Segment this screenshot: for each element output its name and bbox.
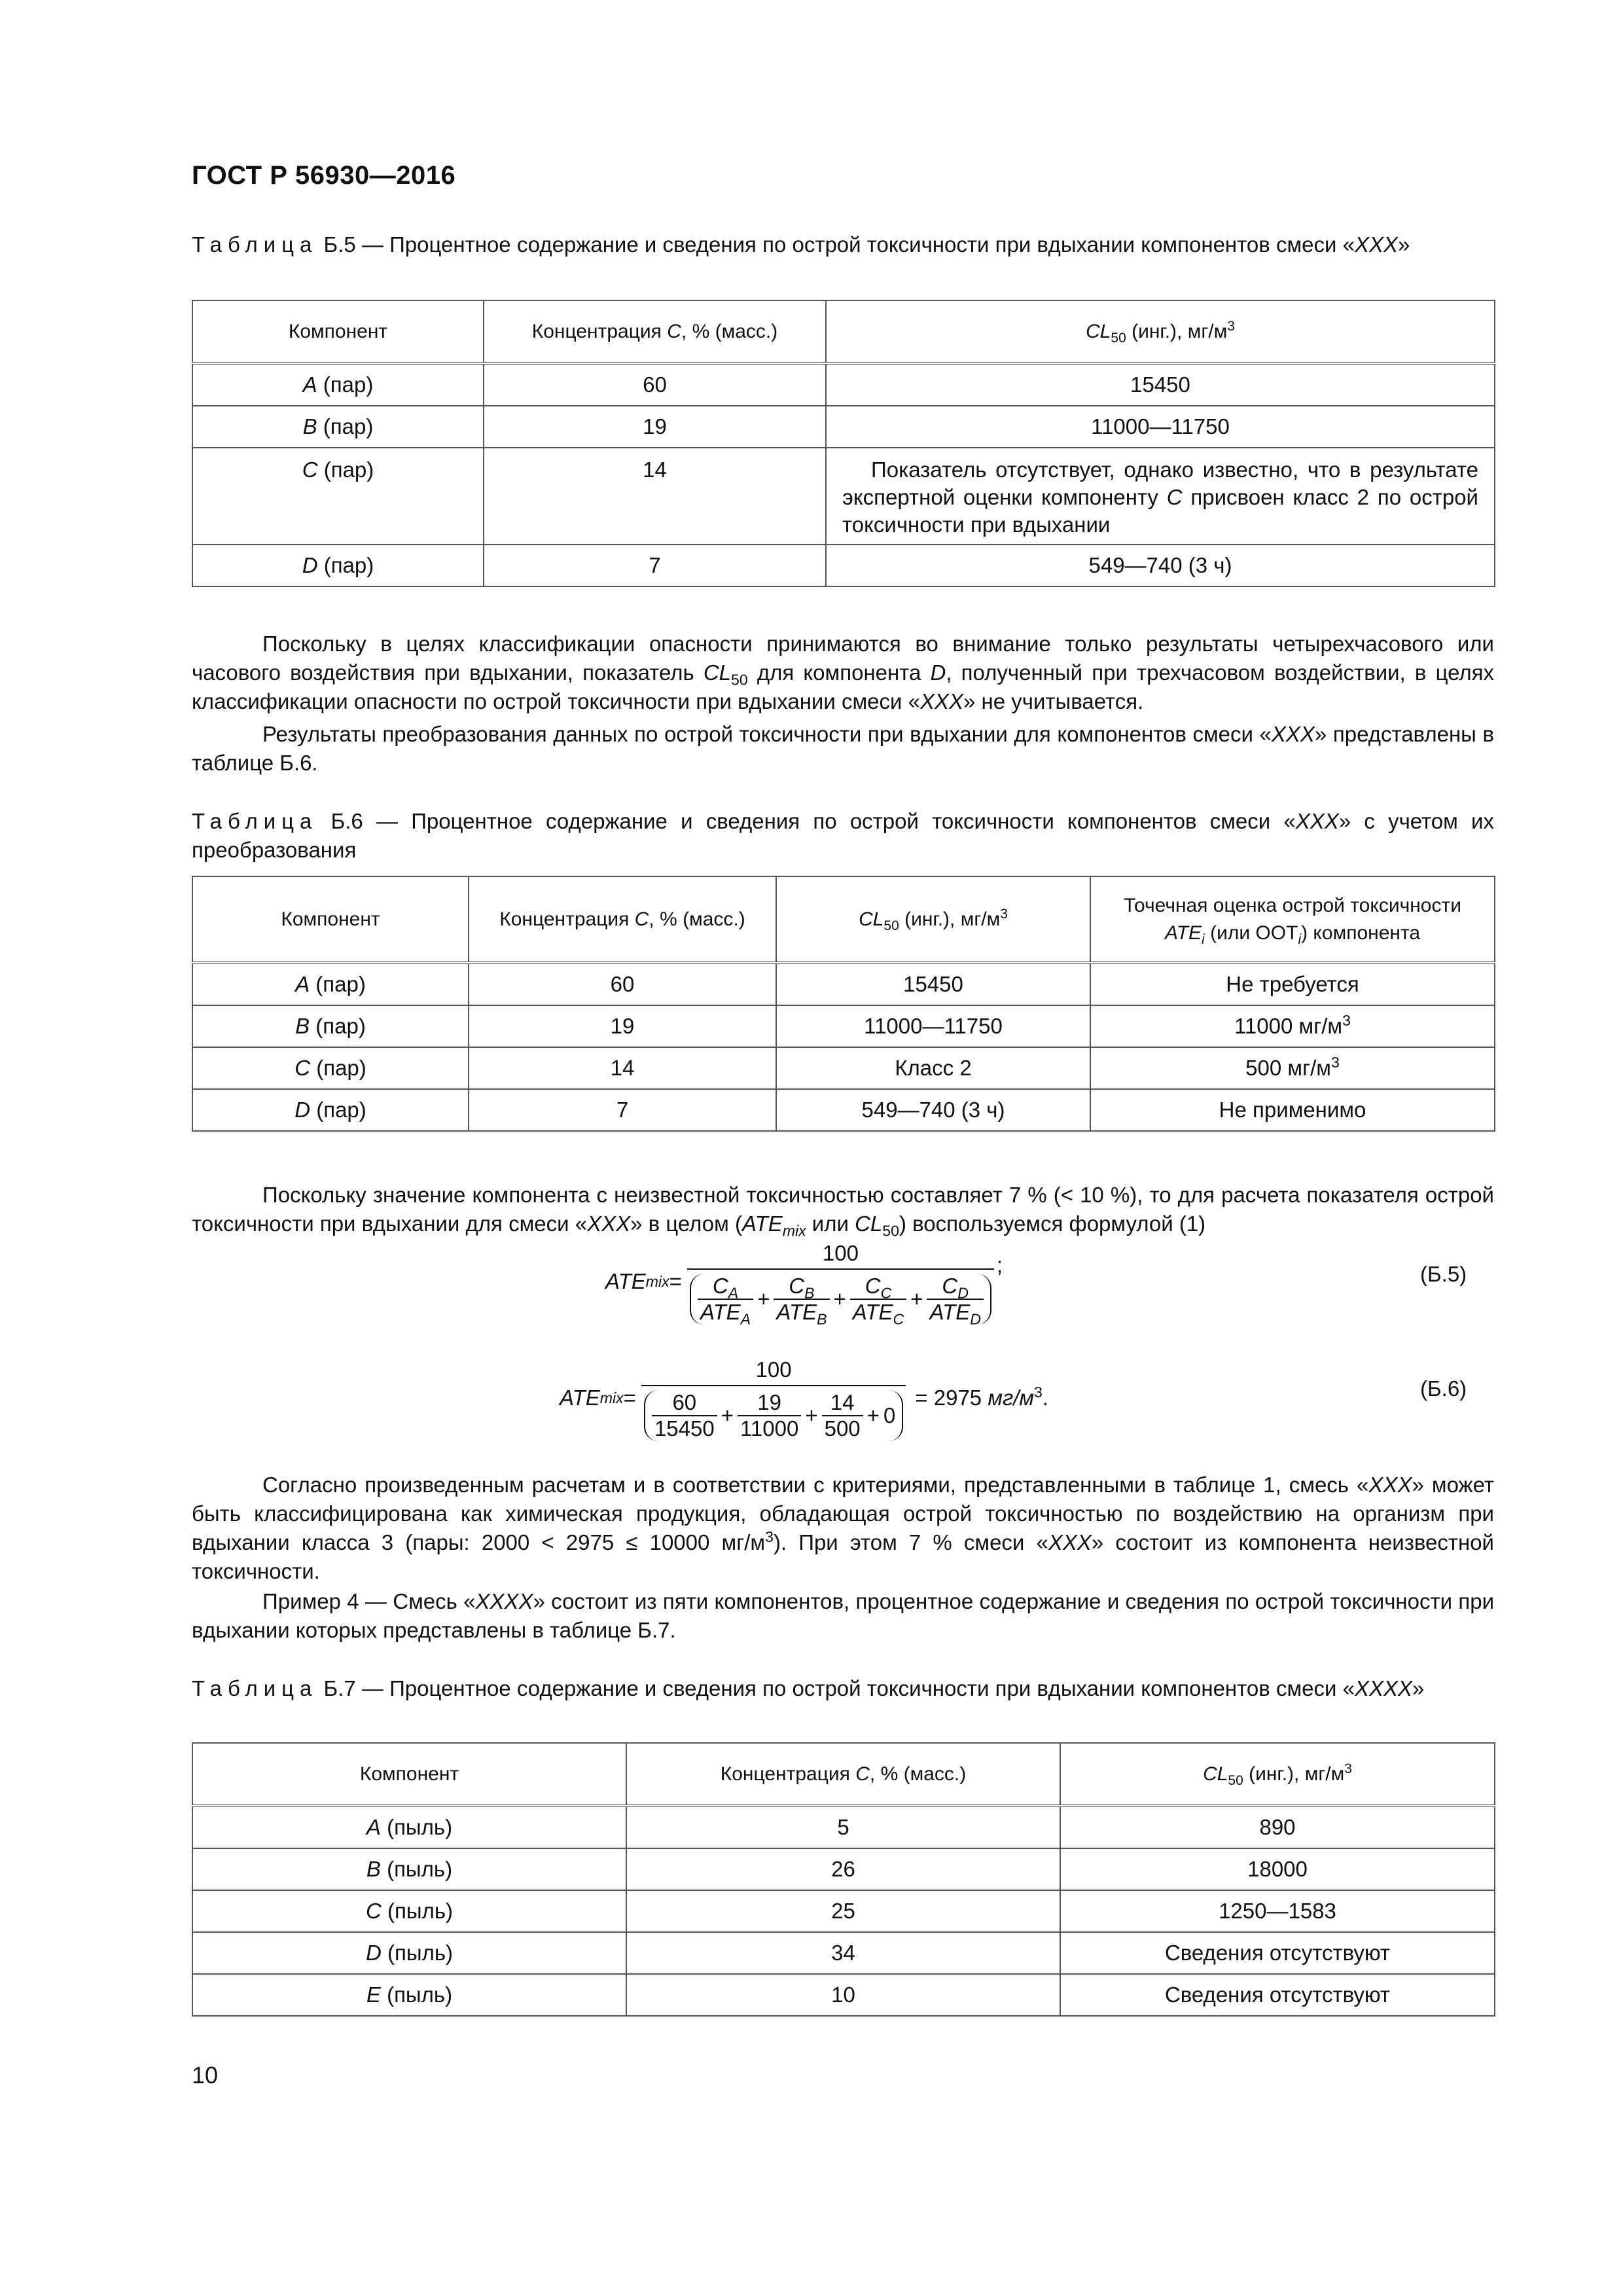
term-a: $\frac{60}{15450}$ [652, 1390, 717, 1441]
table-row [192, 1005, 1495, 1047]
ate-cell: Не требуется [1090, 963, 1495, 1005]
table-b6-caption: Таблица Б.6 — Процентное содержание и сведения по острой токсичности компонентов смеси «ХХХ» с учетом их преобразования [192, 809, 1494, 862]
table-b5 [192, 300, 1495, 587]
cl50-cell: Сведения отсутствуют [1060, 1932, 1495, 1974]
mix-name: ХХХ [1354, 232, 1398, 257]
component-cell: D (пыль) [192, 1932, 626, 1974]
table-row [192, 545, 1495, 586]
denominator-sum: $\frac{C_A}{ATE_A}$ + $\frac{C_B}{ATE_B}$ + $\frac{C_C}{ATE_C}$ + $\frac{C_D}{ATE_D}$ [690, 1274, 991, 1325]
component-cell: B (пар) [192, 406, 484, 448]
table-row [192, 1047, 1495, 1089]
caption-text: Б.5 — Процентное содержание и сведения по острой токсичности при вдыхании компонентов смеси « [317, 232, 1355, 257]
formula-b6: ATE mix = 100 $\frac{60}{15450}$ + $\frac{19}{11000}$ + $\frac{14}{500}$ + 0 = 2975 $мг/м^3$. [560, 1355, 1048, 1441]
component-cell: C (пыль) [192, 1890, 626, 1932]
table-row [192, 1848, 1495, 1890]
cl50-cell: 890 [1060, 1806, 1495, 1848]
component-cell: D (пар) [192, 1089, 469, 1131]
table-row [192, 1089, 1495, 1131]
table-row [192, 1974, 1495, 2016]
denominator-sum: $\frac{60}{15450}$ + $\frac{19}{11000}$ + $\frac{14}{500}$ + 0 [644, 1390, 903, 1441]
cl50-cell: Показатель отсутствует, однако известно, что в результате экспертной оценки компоненту C присвоен класс 2 по острой токсичности при вдыхании [826, 448, 1495, 545]
main-fraction: 100 $\frac{60}{15450}$ + $\frac{19}{11000}$ + $\frac{14}{500}$ + 0 [641, 1355, 906, 1441]
table-row [192, 406, 1495, 448]
header-component: Компонент [192, 1743, 626, 1806]
concentration-cell: 34 [626, 1932, 1060, 1974]
component-cell: E (пыль) [192, 1974, 626, 2016]
formula-b6-number: (Б.6) [1420, 1376, 1467, 1401]
caption-end: » [1398, 232, 1410, 257]
table-row [192, 363, 1495, 406]
header-component: Компонент [192, 300, 484, 363]
component-cell: C (пар) [192, 448, 484, 545]
cl50-cell: 549—740 (3 ч) [776, 1089, 1090, 1131]
concentration-cell: 19 [484, 406, 826, 448]
cl50-cell: Сведения отсутствуют [1060, 1974, 1495, 2016]
term-d: $\frac{C_D}{ATE_D}$ [927, 1274, 983, 1325]
table-row [192, 1890, 1495, 1932]
term-b: $\frac{19}{11000}$ [738, 1390, 801, 1441]
concentration-cell: 7 [484, 545, 826, 586]
cl50-cell: 15450 [826, 363, 1495, 406]
header-concentration: Концентрация C, % (масс.) [484, 300, 826, 363]
paragraph-classification-note: Поскольку в целях классификации опасности принимаются во внимание только результаты четырехчасового или часового воздействия при вдыхании, показатель $CL_{50}$ для компонента D, полученный при трехчасовом воздействии, в целях классификации опасности по острой токсичности при вдыхании смеси «ХХХ» не учитывается. [192, 632, 1495, 713]
formula-b5: ATE mix = 100 $\frac{C_A}{ATE_A}$ + $\frac{C_B}{ATE_B}$ + $\frac{C_C}{ATE_C}$ + $\frac{C_D}{ATE_D}$ ; [605, 1238, 1003, 1325]
term-c: $\frac{C_C}{ATE_C}$ [850, 1274, 906, 1325]
concentration-cell: 7 [469, 1089, 776, 1131]
concentration-cell: 26 [626, 1848, 1060, 1890]
component-cell: B (пыль) [192, 1848, 626, 1890]
cl50-cell: Класс 2 [776, 1047, 1090, 1089]
paragraph-classification-result: Согласно произведенным расчетам и в соответствии с критериями, представленными в таблице 1, смесь «ХХХ» может быть классифицирована как химическая продукция, обладающая острой токсичностью по воздействию на организм при вдыхании класса 3 (пары: 2000 < 2975 ≤ 10000 $мг/м^3$). При этом 7 % смеси «ХХХ» состоит из компонента неизвестной токсичности. [192, 1473, 1494, 1583]
cl50-cell: 11000—11750 [776, 1005, 1090, 1047]
concentration-cell: 14 [469, 1047, 776, 1089]
concentration-cell: 19 [469, 1005, 776, 1047]
term-zero: 0 [883, 1403, 896, 1427]
table-b5-caption [192, 230, 1494, 259]
formula-lhs: ATE [605, 1269, 646, 1293]
concentration-cell: 60 [469, 963, 776, 1005]
concentration-cell: 10 [626, 1974, 1060, 2016]
table-row [192, 448, 1495, 545]
table-row [192, 1932, 1495, 1974]
concentration-cell: 5 [626, 1806, 1060, 1848]
ate-cell: Не применимо [1090, 1089, 1495, 1131]
term-b: $\frac{C_B}{ATE_B}$ [774, 1274, 829, 1325]
component-cell: B (пар) [192, 1005, 469, 1047]
header-concentration: Концентрация C, % (масс.) [469, 876, 776, 963]
concentration-cell: 14 [484, 448, 826, 545]
cl50-cell: 11000—11750 [826, 406, 1495, 448]
component-cell: A (пар) [192, 363, 484, 406]
table-row [192, 1806, 1495, 1848]
paragraph-conversion-results: Результаты преобразования данных по острой токсичности при вдыхании для компонентов смеси «ХХХ» представлены в таблице Б.6. [192, 722, 1495, 775]
ate-cell: 500 $мг/м^3$ [1090, 1047, 1495, 1089]
header-concentration: Концентрация C, % (масс.) [626, 1743, 1060, 1806]
formula-result: = 2975 $мг/м^3$. [915, 1384, 1049, 1410]
cl50-cell: 15450 [776, 963, 1090, 1005]
table-b6 [192, 876, 1495, 1132]
header-cl50: $CL_{50}$ (инг.), $мг/м^3$ [776, 876, 1090, 963]
header-ate-point-estimate: Точечная оценка острой токсичности $ATE_i$ (или $ООТ_i$) компонента [1090, 876, 1495, 963]
caption-lead: Таблица [192, 232, 318, 257]
component-cell: A (пар) [192, 963, 469, 1005]
cl50-cell: 1250—1583 [1060, 1890, 1495, 1932]
concentration-cell: 60 [484, 363, 826, 406]
term-a: $\frac{C_A}{ATE_A}$ [698, 1274, 753, 1325]
main-fraction: 100 $\frac{C_A}{ATE_A}$ + $\frac{C_B}{ATE_B}$ + $\frac{C_C}{ATE_C}$ + $\frac{C_D}{ATE_D}$ [687, 1238, 994, 1325]
cl50-cell: 18000 [1060, 1848, 1495, 1890]
header-component: Компонент [192, 876, 469, 963]
paragraph-formula-intro: Поскольку значение компонента с неизвестной токсичностью составляет 7 % (< 10 %), то для расчета показателя острой токсичности при вдыхании для смеси «ХХХ» в целом ($ATE_{mix}$ или $CL_{50}$) воспользуемся формулой (1) [192, 1183, 1494, 1240]
concentration-cell: 25 [626, 1890, 1060, 1932]
formula-lhs: ATE [560, 1386, 600, 1410]
cl50-cell: 549—740 (3 ч) [826, 545, 1495, 586]
formula-b5-number: (Б.5) [1420, 1262, 1467, 1286]
component-cell: D (пар) [192, 545, 484, 586]
component-cell: C (пар) [192, 1047, 469, 1089]
paragraph-example-4: Пример 4 — Смесь «ХХХХ» состоит из пяти компонентов, процентное содержание и сведения по острой токсичности при вдыхании которых представлены в таблице Б.7. [192, 1589, 1495, 1642]
table-b7-caption: Таблица Б.7 — Процентное содержание и сведения по острой токсичности при вдыхании компонентов смеси «ХХХХ» [192, 1676, 1425, 1700]
table-b7 [192, 1742, 1495, 2017]
table-row [192, 963, 1495, 1005]
header-cl50: $CL_{50}$ (инг.), $мг/м^3$ [1060, 1743, 1495, 1806]
page-number: 10 [192, 2062, 219, 2089]
ate-cell: 11000 $мг/м^3$ [1090, 1005, 1495, 1047]
term-c: $\frac{14}{500}$ [822, 1390, 863, 1441]
document-header: ГОСТ Р 56930—2016 [192, 161, 456, 190]
header-cl50: $CL_{50}$ (инг.), $мг/м^3$ [826, 300, 1495, 363]
component-cell: A (пыль) [192, 1806, 626, 1848]
